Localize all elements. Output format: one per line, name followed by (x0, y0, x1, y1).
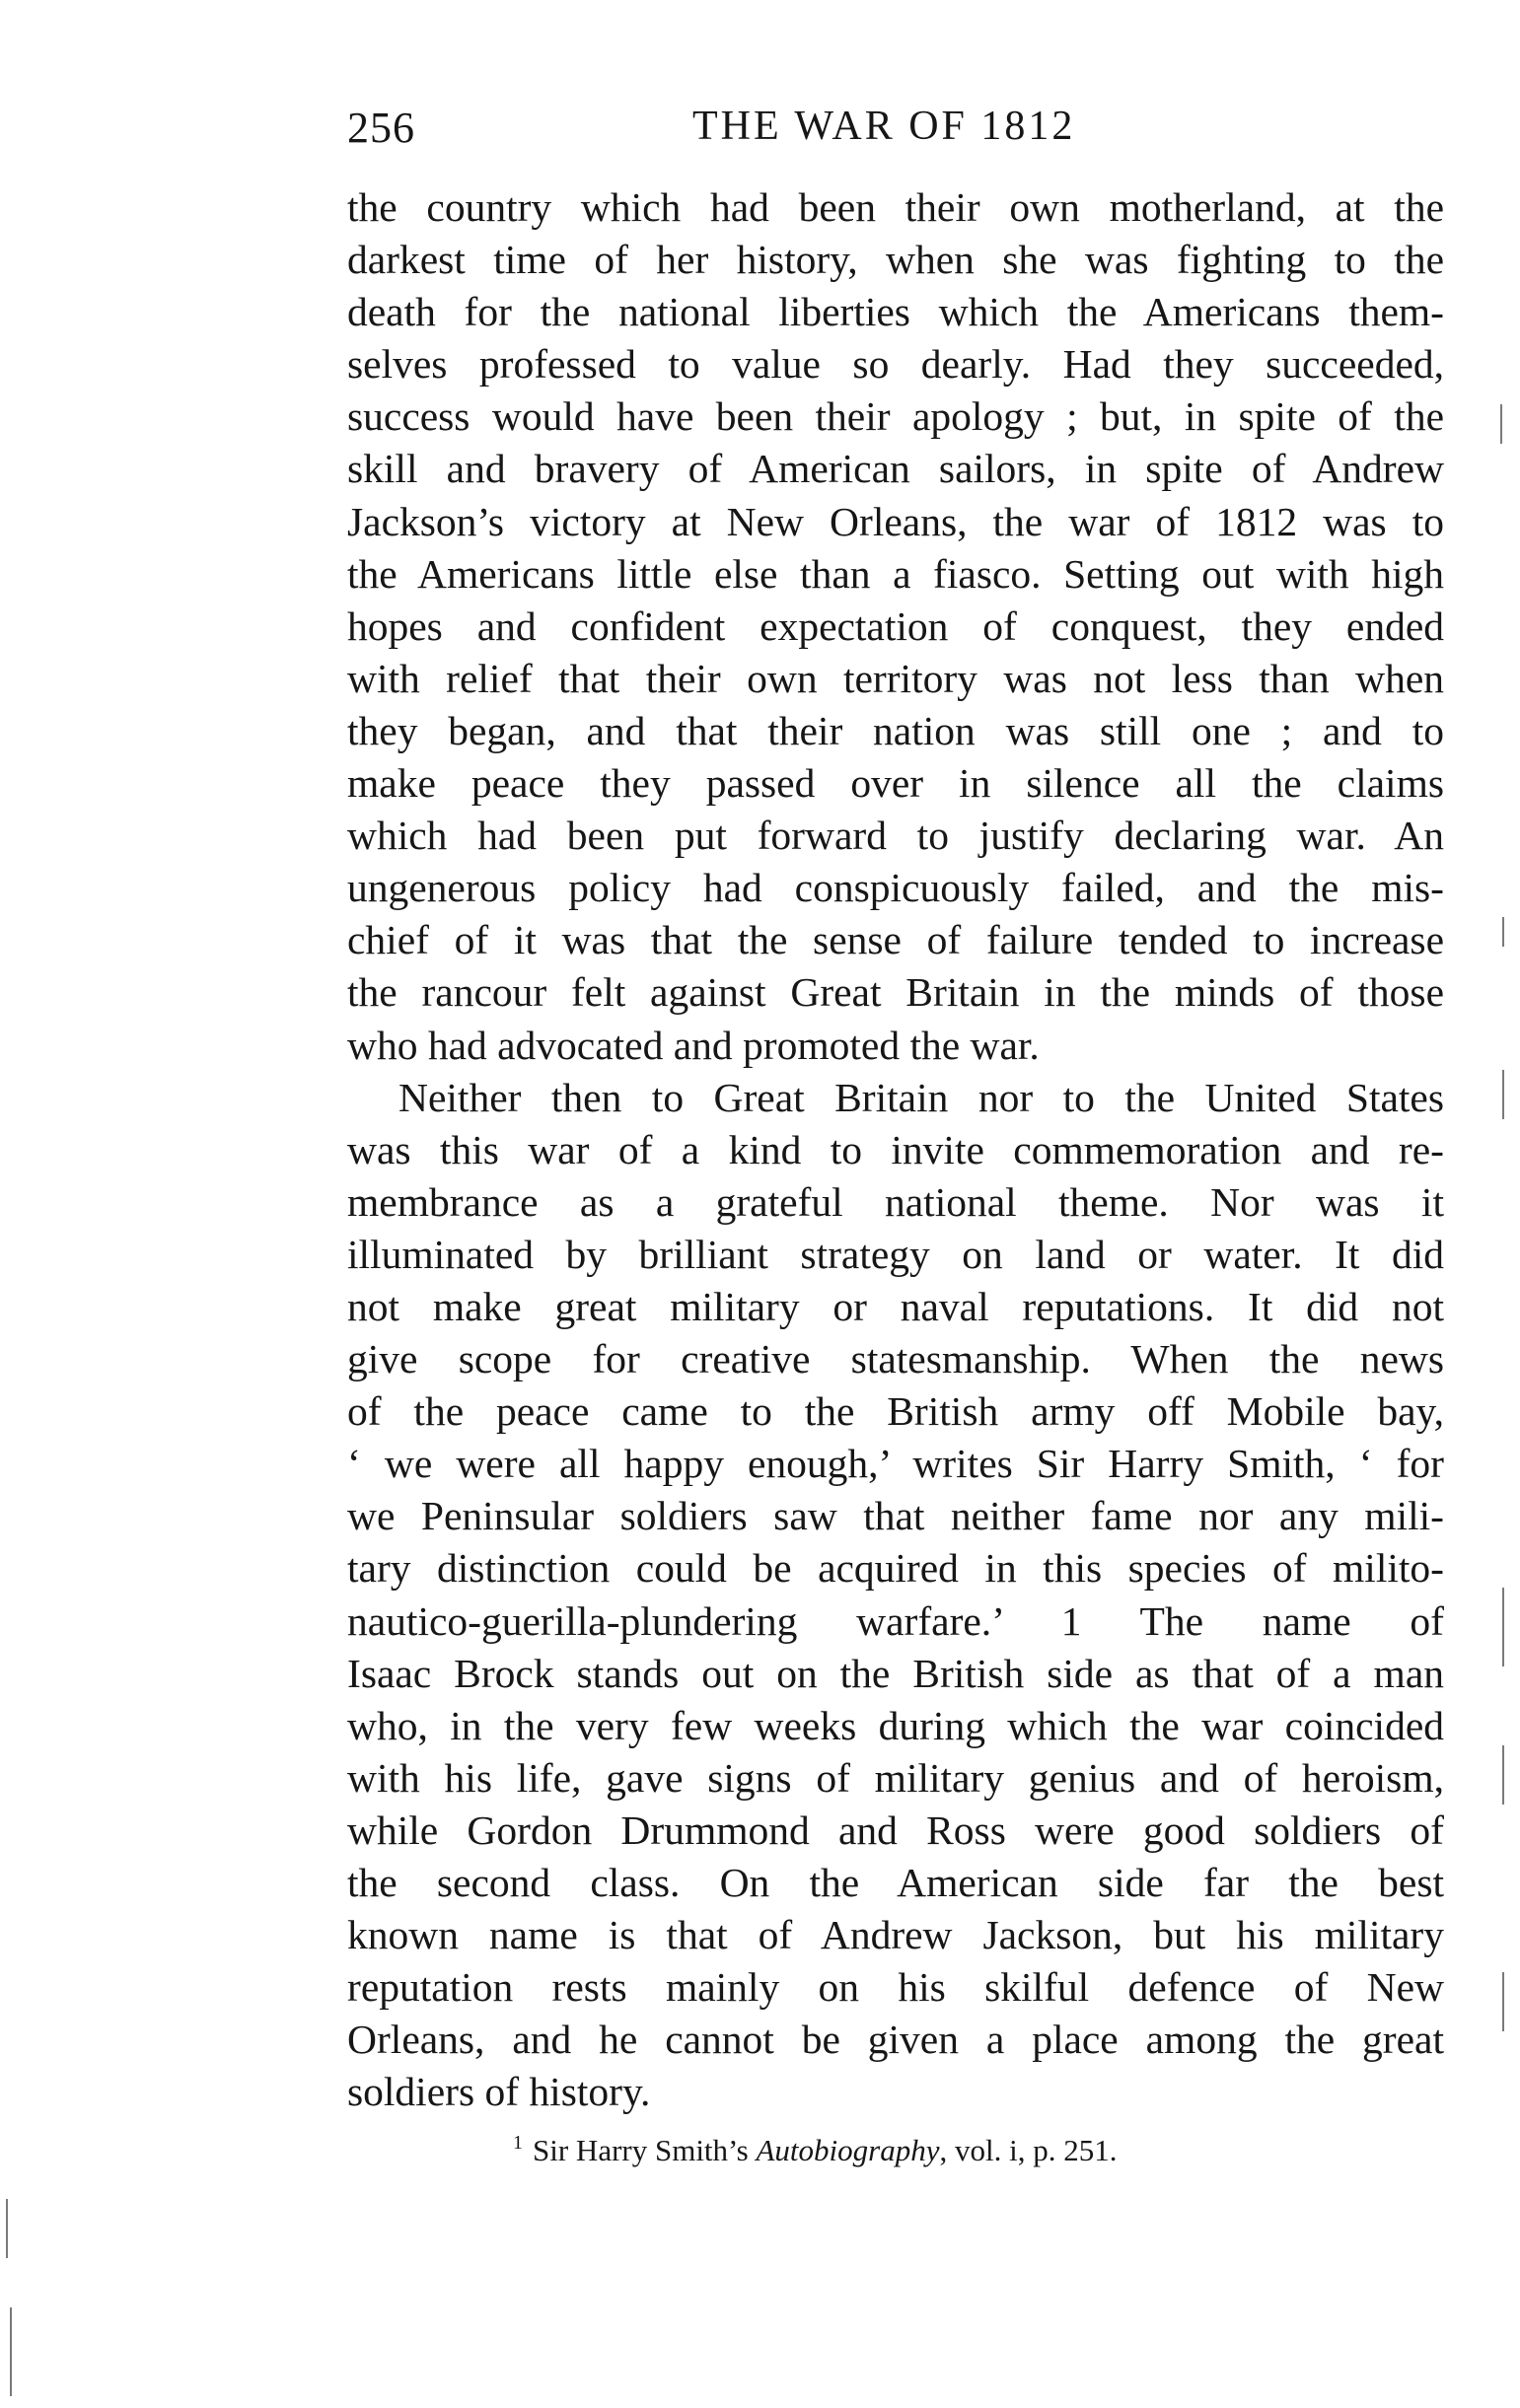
text-line: membrance as a grateful national theme. Nor was it (347, 1178, 1444, 1225)
text-line: hopes and confident expectation of conquest, they ended (347, 602, 1444, 649)
text-line: selves professed to value so dearly. Had they succeeded, (347, 341, 1444, 388)
text-line: Neither then to Great Britain nor to the United States (398, 1074, 1444, 1120)
scan-margin-marks (1451, 0, 1520, 2408)
footnote-book-title: Autobiography (756, 2133, 940, 2167)
page-header (347, 103, 1452, 162)
text-line: they began, and that their nation was still one ; and to (347, 707, 1444, 753)
text-line: illuminated by brilliant strategy on land or water. It did (347, 1231, 1444, 1277)
footnote-citation: , vol. i, p. 251. (939, 2133, 1118, 2167)
text-line: not make great military or naval reputations. It did not (347, 1283, 1444, 1329)
text-line: which had been put forward to justify declaring war. An (347, 813, 1444, 859)
text-line: we Peninsular soldiers saw that neither fame nor any mili- (347, 1493, 1444, 1539)
text-line: the rancour felt against Great Britain in the minds of those (347, 969, 1444, 1016)
scan-artifact-mark (1502, 1972, 1504, 2031)
text-line: chief of it was that the sense of failure tended to increase (347, 917, 1444, 963)
text-line: soldiers of history. (347, 2069, 651, 2115)
text-line: with his life, gave signs of military genius and of heroism, (347, 1754, 1444, 1801)
text-line: ungenerous policy had conspicuously failed, and the mis- (347, 865, 1444, 911)
text-line: who had advocated and promoted the war. (347, 1022, 1040, 1068)
text-line: while Gordon Drummond and Ross were good soldiers of (347, 1806, 1444, 1853)
text-line: make peace they passed over in silence all the claims (347, 760, 1444, 807)
text-line: nautico-guerilla-plundering warfare.’ 1 The name of (347, 1597, 1444, 1644)
text-line: give scope for creative statesmanship. When the news (347, 1336, 1444, 1382)
text-line: the second class. On the American side far the best (347, 1860, 1444, 1905)
paragraph-2 (347, 1072, 1444, 2119)
scan-left-edge (0, 0, 20, 2408)
text-line: reputation rests mainly on his skilful defence of New (347, 1964, 1444, 2011)
scan-artifact-mark (6, 2199, 8, 2258)
text-line: Isaac Brock stands out on the British side as that of a man (347, 1650, 1444, 1696)
body-text (347, 181, 1444, 2118)
footnote-marker: 1 (513, 2132, 523, 2154)
text-line: known name is that of Andrew Jackson, but his military (347, 1912, 1444, 1958)
scan-artifact-mark (1502, 1070, 1504, 1119)
scan-artifact-mark (1502, 1745, 1504, 1805)
running-head: THE WAR OF 1812 (692, 104, 1076, 149)
text-line: tary distinction could be acquired in this species of milito- (347, 1545, 1444, 1592)
scan-artifact-mark (1500, 404, 1502, 444)
footnote (513, 2132, 1117, 2168)
text-line: darkest time of her history, when she was fighting to the (347, 237, 1444, 283)
text-line: with relief that their own territory was not less than when (347, 655, 1444, 701)
scan-artifact-mark (1502, 917, 1504, 947)
text-line: ‘ we were all happy enough,’ writes Sir Harry Smith, ‘ for (347, 1441, 1444, 1487)
scan-artifact-mark (1502, 1588, 1504, 1666)
text-line: death for the national liberties which the Americans them- (347, 289, 1444, 335)
scan-artifact-mark (10, 2307, 12, 2396)
text-line: the country which had been their own motherland, at the (347, 184, 1444, 230)
paragraph-1 (347, 181, 1444, 1072)
text-line: the Americans little else than a fiasco. Setting out with high (347, 550, 1444, 597)
text-line: of the peace came to the British army off Mobile bay, (347, 1388, 1444, 1435)
text-line: success would have been their apology ; but, in spite of the (347, 393, 1444, 440)
text-line: Jackson’s victory at New Orleans, the war of 1812 was to (347, 498, 1444, 544)
text-line: was this war of a kind to invite commemoration and re- (347, 1126, 1444, 1172)
page-number: 256 (347, 104, 415, 152)
footnote-text: Sir Harry Smith’s (533, 2133, 757, 2167)
text-line: Orleans, and he cannot be given a place among the great (347, 2017, 1444, 2063)
text-line: skill and bravery of American sailors, in spite of Andrew (347, 446, 1444, 492)
text-line: who, in the very few weeks during which the war coincided (347, 1702, 1444, 1748)
